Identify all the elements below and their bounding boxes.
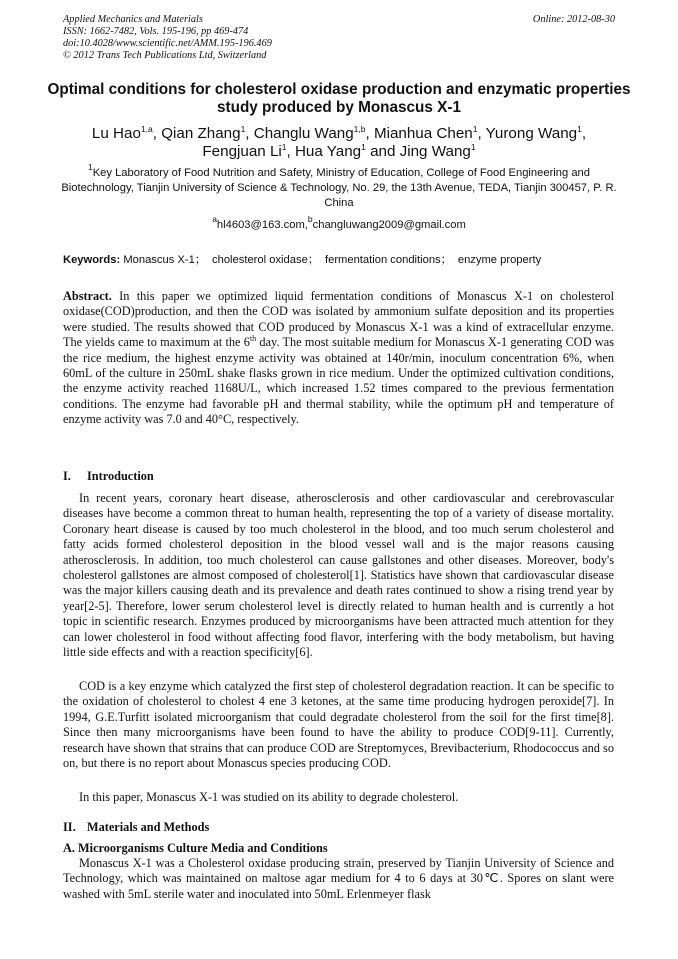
section-heading-introduction — [63, 469, 154, 484]
abstract — [63, 289, 614, 428]
abstract-sup: th — [249, 334, 257, 344]
keywords-label: Keywords: — [63, 254, 121, 266]
author-name: Qian Zhang — [161, 125, 241, 142]
keyword-item: enzyme property — [457, 254, 542, 266]
abstract-text: In this paper we optimized liquid fermentation conditions of Monascus X-1 on cholesterol oxidase(COD)production, and then the COD was isolated by ammonium sulfate deposition and its properties were studied. The results showed that COD produced by Monascus X-1 was a kind of extracellular enzyme. The yields came to maximum at the 6 — [63, 289, 614, 350]
author-affil-sup: 1 — [472, 124, 478, 134]
author-separator: and — [365, 143, 400, 160]
email-line — [60, 214, 618, 233]
author-name: Yurong Wang — [485, 125, 578, 142]
online-date: Online: 2012-08-30 — [532, 14, 615, 25]
affiliation — [60, 162, 618, 211]
subsection-label: A. — [63, 841, 75, 855]
section-number: I. — [63, 469, 71, 483]
author-separator: , — [477, 125, 486, 142]
author-affil-sup: 1 — [240, 124, 246, 134]
email-a-sup: a — [212, 214, 217, 224]
email-b-sup: b — [307, 214, 313, 224]
author-name: Jing Wang — [399, 143, 471, 160]
intro-paragraph-3: In this paper, Monascus X-1 was studied on its ability to degrade cholesterol. — [79, 790, 459, 804]
author-name: Changlu Wang — [253, 125, 354, 142]
issn-line: ISSN: 1662-7482, Vols. 195-196, pp 469-474 — [63, 26, 249, 37]
doi-line: doi:10.4028/www.scientific.net/AMM.195-196.469 — [63, 38, 272, 49]
section-heading-methods — [63, 820, 209, 835]
keyword-item: fermentation conditions； — [324, 254, 452, 266]
journal-name: Applied Mechanics and Materials — [63, 14, 203, 25]
keyword-item: Monascus X-1； — [123, 254, 207, 266]
author-name: Fengjuan Li — [202, 143, 282, 160]
author-affil-sup: 1 — [577, 124, 582, 134]
author-separator: , — [365, 125, 374, 142]
author-separator: , — [286, 143, 295, 160]
keywords — [63, 253, 623, 268]
methods-paragraph-1: Monascus X-1 was a Cholesterol oxidase producing strain, preserved by Tianjin University of Science and Technology, which was maintained on maltose agar medium for 4 to 6 days at 30℃. Spores on slant were washed with 5mL sterile water and inoculated into 50mL Erlenmeyer flask — [63, 856, 614, 901]
intro-paragraph-2: COD is a key enzyme which catalyzed the first step of cholesterol degradation reaction. It can be specific to the oxidation of cholesterol to cholest 4 ene 3 ketones, at the same time producing hydrogen peroxide[7]. In 1994, G.E.Turfitt isolated microorganism that could degradate cholesterol from the soil for the first time[8]. Since then many microorganisms have been found to have the ability to produce COD[9-11]. Currently, research have shown that strains that can produce COD are Streptomyces, Brevibacterium, Rhodococcus and so on, but there is no report about Monascus species producing COD. — [63, 679, 614, 771]
author-separator: , — [245, 125, 254, 142]
section-title: Introduction — [87, 469, 154, 483]
author-affil-sup: 1,b — [353, 124, 366, 134]
author-separator: , — [581, 125, 587, 142]
author-name: Mianhua Chen — [373, 125, 473, 142]
copyright-line: © 2012 Trans Tech Publications Ltd, Switzerland — [63, 50, 267, 61]
abstract-label: Abstract. — [63, 289, 112, 303]
author-name: Hua Yang — [294, 143, 362, 160]
affiliation-text: Key Laboratory of Food Nutrition and Safety, Ministry of Education, College of Food Engineering and Biotechnology, Tianjin University of Science & Technology, No. 29, the 13th Avenue, TEDA, Tianjin 300457, P. R. China — [61, 167, 617, 209]
section-title: Materials and Methods — [87, 820, 210, 834]
journal-header — [63, 14, 615, 62]
author-separator: , — [152, 125, 162, 142]
keyword-item: cholesterol oxidase； — [212, 254, 319, 266]
abstract-text-cont: day. The most suitable medium for Monascus X-1 generating COD was the rice medium, the highest enzyme activity was obtained at 140r/min, inoculum concentration 6%, when 60mL of the culture in 250mL shake flasks grown in rice medium. Under the optimized cultivation conditions, the enzyme activity reached 1168U/L, which increased 1.52 times compared to the previous fermentation conditions. The enzyme had favorable pH and thermal stability, while the optimum pH and temperature of enzyme activity was 7.0 and 40°C, respectively. — [63, 335, 614, 427]
email-b: changluwang2009@gmail.com — [312, 219, 466, 231]
author-affil-sup: 1 — [361, 142, 366, 152]
author-affil-sup: 1 — [470, 142, 476, 152]
email-a: hl4603@163.com — [216, 219, 305, 231]
subsection-heading — [63, 841, 328, 856]
author-affil-sup: 1 — [281, 142, 287, 152]
section-number: II. — [63, 820, 76, 834]
author-affil-sup: 1,a — [140, 124, 153, 134]
subsection-title: Microorganisms Culture Media and Conditions — [78, 841, 328, 855]
intro-paragraph-1: In recent years, coronary heart disease, atherosclerosis and other cardiovascular and cerebrovascular diseases have become a common threat to human health, representing the top of a variety of disease mortality. Coronary heart disease is caused by too much cholesterol in the blood, and too much serum cholesterol and fatty acids formed cholesterol deposition in the blood vessel wall and is the major reasons causing atherosclerosis. In addition, too much cholesterol can cause gallstones and other diseases. Moreover, body's cholesterol gallstones are almost composed of cholesterol[1]. Statistics have shown that cardiovascular disease was the major killers causing death and its prevalence and death rates continued to show a rising trend year by year[2-5]. Therefore, lower serum cholesterol level is directly related to human health and is currently a hot topic in scientific research. Enzymes produced by microorganisms have been attracted much attention for they can lower cholesterol in food without affecting food flavor, interfering with the body metabolism, but having little side effects and with a reaction specificity[6]. — [63, 491, 614, 660]
author-name: Lu Hao — [91, 125, 141, 142]
paper-title: Optimal conditions for cholesterol oxidase production and enzymatic properties study produced by Monascus X-1 — [47, 81, 631, 116]
author-list — [40, 125, 638, 161]
email-separator: , — [304, 219, 308, 231]
affiliation-sup: 1 — [87, 162, 93, 172]
